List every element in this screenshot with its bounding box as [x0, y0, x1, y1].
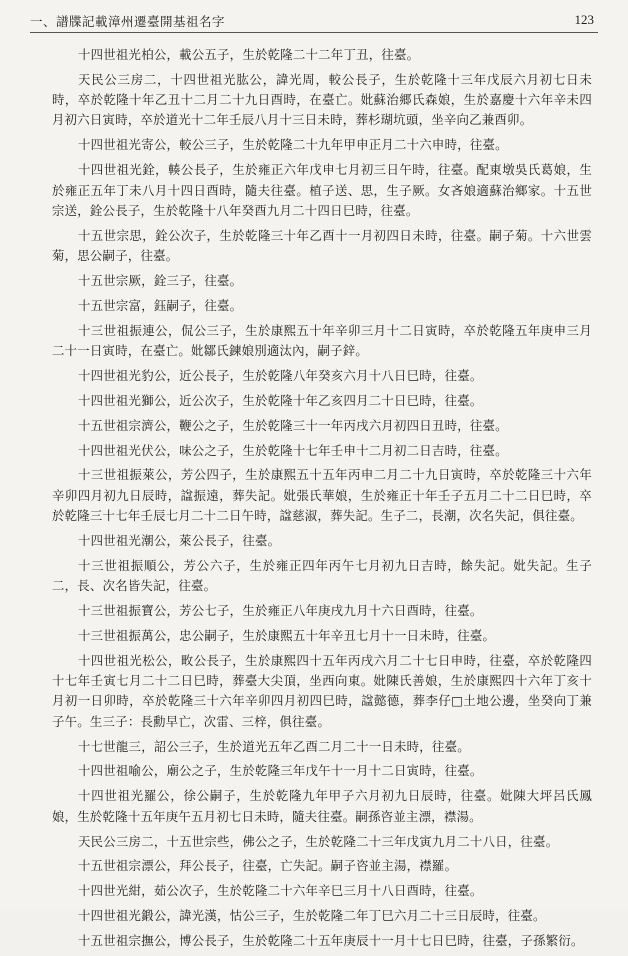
genealogy-entry: 十五世宗富，鈺嗣子，往臺。	[78, 297, 243, 313]
genealogy-entry: 十四世光紺，茹公次子，生於乾隆二十六年辛巳三月十八日酉時，往臺。	[78, 883, 483, 899]
genealogy-entry: 十四世祖光伏公，味公之子，生於乾隆十七年壬申十二月初二日吉時，往臺。	[78, 442, 508, 458]
genealogy-entry: 十七世龍三，詔公三子，生於道光五年乙酉二月二十一日未時，往臺。	[78, 738, 470, 754]
genealogy-entry: 十三世祖振萬公，忠公嗣子，生於康熙五十年辛丑七月十一日未時，往臺。	[78, 627, 496, 643]
genealogy-entry: 十四世祖光羅公，徐公嗣子，生於乾隆九年甲子六月初九日辰時，往臺。妣陳大坪呂氏鳳娘，生於乾隆十五年庚午五月初七日未時，隨夫往臺。嗣孫咨並主漂，襟湯。	[52, 788, 592, 824]
genealogy-entry: 十五世祖宗漂公，拜公長子，往臺，亡失記。嗣子咨並主湯，襟羅。	[78, 858, 458, 874]
document-body	[52, 45, 592, 956]
genealogy-entry: 十四世祖光獅公，近公次子，生於乾隆十年乙亥四月二十日巳時，往臺。	[78, 392, 483, 408]
genealogy-entry: 十三世祖振萊公，芳公四子，生於康熙五十五年丙申二月二十九日寅時，卒於乾隆三十六年辛卯四月初九日辰時，諡振遠，葬失記。妣張氏華娘，生於雍正十年壬子五月二十二日巳時，卒於乾隆三十七年壬辰七月二十二日午時，諡慈淑，葬失記。生子二，長潮，次名失記，俱往臺。	[52, 467, 592, 524]
genealogy-entry: 十三世祖振順公，芳公六子，生於雍正四年丙午七月初九日吉時，餘失記。妣失記。生子二，長、次名皆失記，往臺。	[52, 557, 592, 594]
genealogy-entry: 十四世祖光松公，畋公長子，生於康熙四十五年丙戌六月二十七日申時，往臺，卒於乾隆四十七年壬寅七月二十二日巳時，葬臺大尖頂，坐西向東。妣陳氏善娘，生於康熙四十六年丁亥十月初一日卯時，卒於乾隆三十六年辛卯四月初四巳時，諡懿德，葬李仔□土地公邊，坐癸向丁兼子午。生三子：長勳早亡，次雷、三梓，俱往臺。	[52, 652, 592, 729]
genealogy-entry: 十四世祖光柏公，載公五子，生於乾隆二十二年丁丑，往臺。	[78, 47, 420, 62]
page-header	[30, 10, 598, 33]
genealogy-entry: 天民公三房二，十四世祖光肱公，諱光周，較公長子，生於乾隆十三年戊辰六月初七日未時，卒於乾隆十年乙丑十二月二十九日酉時，在臺亡。妣蘇治郷氏森娘，生於嘉慶十六年辛未四月初六日寅時，卒於道光十二年壬辰八月十三日未時，葬杉瑚坑頭，坐辛向乙兼酉卯。	[52, 71, 592, 128]
page-number: 123	[574, 12, 594, 27]
genealogy-entry: 十五世宗思，銓公次子，生於乾隆三十年乙酉十一月初四日未時，往臺。嗣子菊。十六世雲菊，思公嗣子，往臺。	[52, 227, 592, 264]
genealogy-entry: 十四世祖光銓，輳公長子，生於雍正六年戊申七月初三日午時，往臺。配東墩吳氏葛娘，生於雍正五年丁未八月十四日酉時，隨夫往臺。植子送、思，生子厥。女吝娘適蘇治鄉家。十五世宗送，銓公長子，生於乾隆十八年癸酉九月二十四日巳時，往臺。	[52, 162, 592, 218]
genealogy-entry: 十五世宗厥，銓三子，往臺。	[78, 272, 243, 288]
genealogy-entry: 十四世祖光潮公，萊公長子，往臺。	[78, 532, 281, 548]
genealogy-entry: 十四世祖喻公，廟公之子，生於乾隆三年戊午十一月十二日寅時，往臺。	[78, 763, 483, 779]
genealogy-entry: 十五世祖宗濟公，鞭公之子，生於乾隆三十一年丙戌六月初四日丑時，往臺。	[78, 417, 508, 433]
genealogy-entry: 天民公三房二，十五世宗些，佛公之子，生於乾隆二十三年戊寅九月二十八日，往臺。	[78, 833, 559, 849]
genealogy-entry: 十三世祖振連公，侃公三子，生於康熙五十年辛卯三月十二日寅時，卒於乾隆五年庚申三月二十一日寅時，在臺亡。妣鄒氏鍊娘別適汰內，嗣子鋅。	[52, 322, 592, 359]
genealogy-entry: 十五世祖宗撫公，博公長子，生於乾隆二十五年庚辰十一月十七日巳時，往臺，子孫繁衍。	[78, 933, 584, 949]
genealogy-entry: 十四世祖光寄公，較公三子，生於乾隆二十九年甲申正月二十六申時，往臺。	[78, 137, 508, 153]
genealogy-entry: 十四世祖光豹公，近公長子，生於乾隆八年癸亥六月十八日巳時，往臺。	[78, 367, 483, 383]
genealogy-entry: 十四世祖光鍛公，諱光漢，怙公三子，生於乾隆二年丁巳六月二十三日辰時，往臺。	[78, 908, 546, 924]
genealogy-entry: 十三世祖振寶公，芳公七子，生於雍正八年庚戌九月十六日酉時，往臺。	[78, 603, 483, 619]
running-header-title: 一、譜牒記載漳州遷臺開基祖名字	[30, 14, 226, 29]
